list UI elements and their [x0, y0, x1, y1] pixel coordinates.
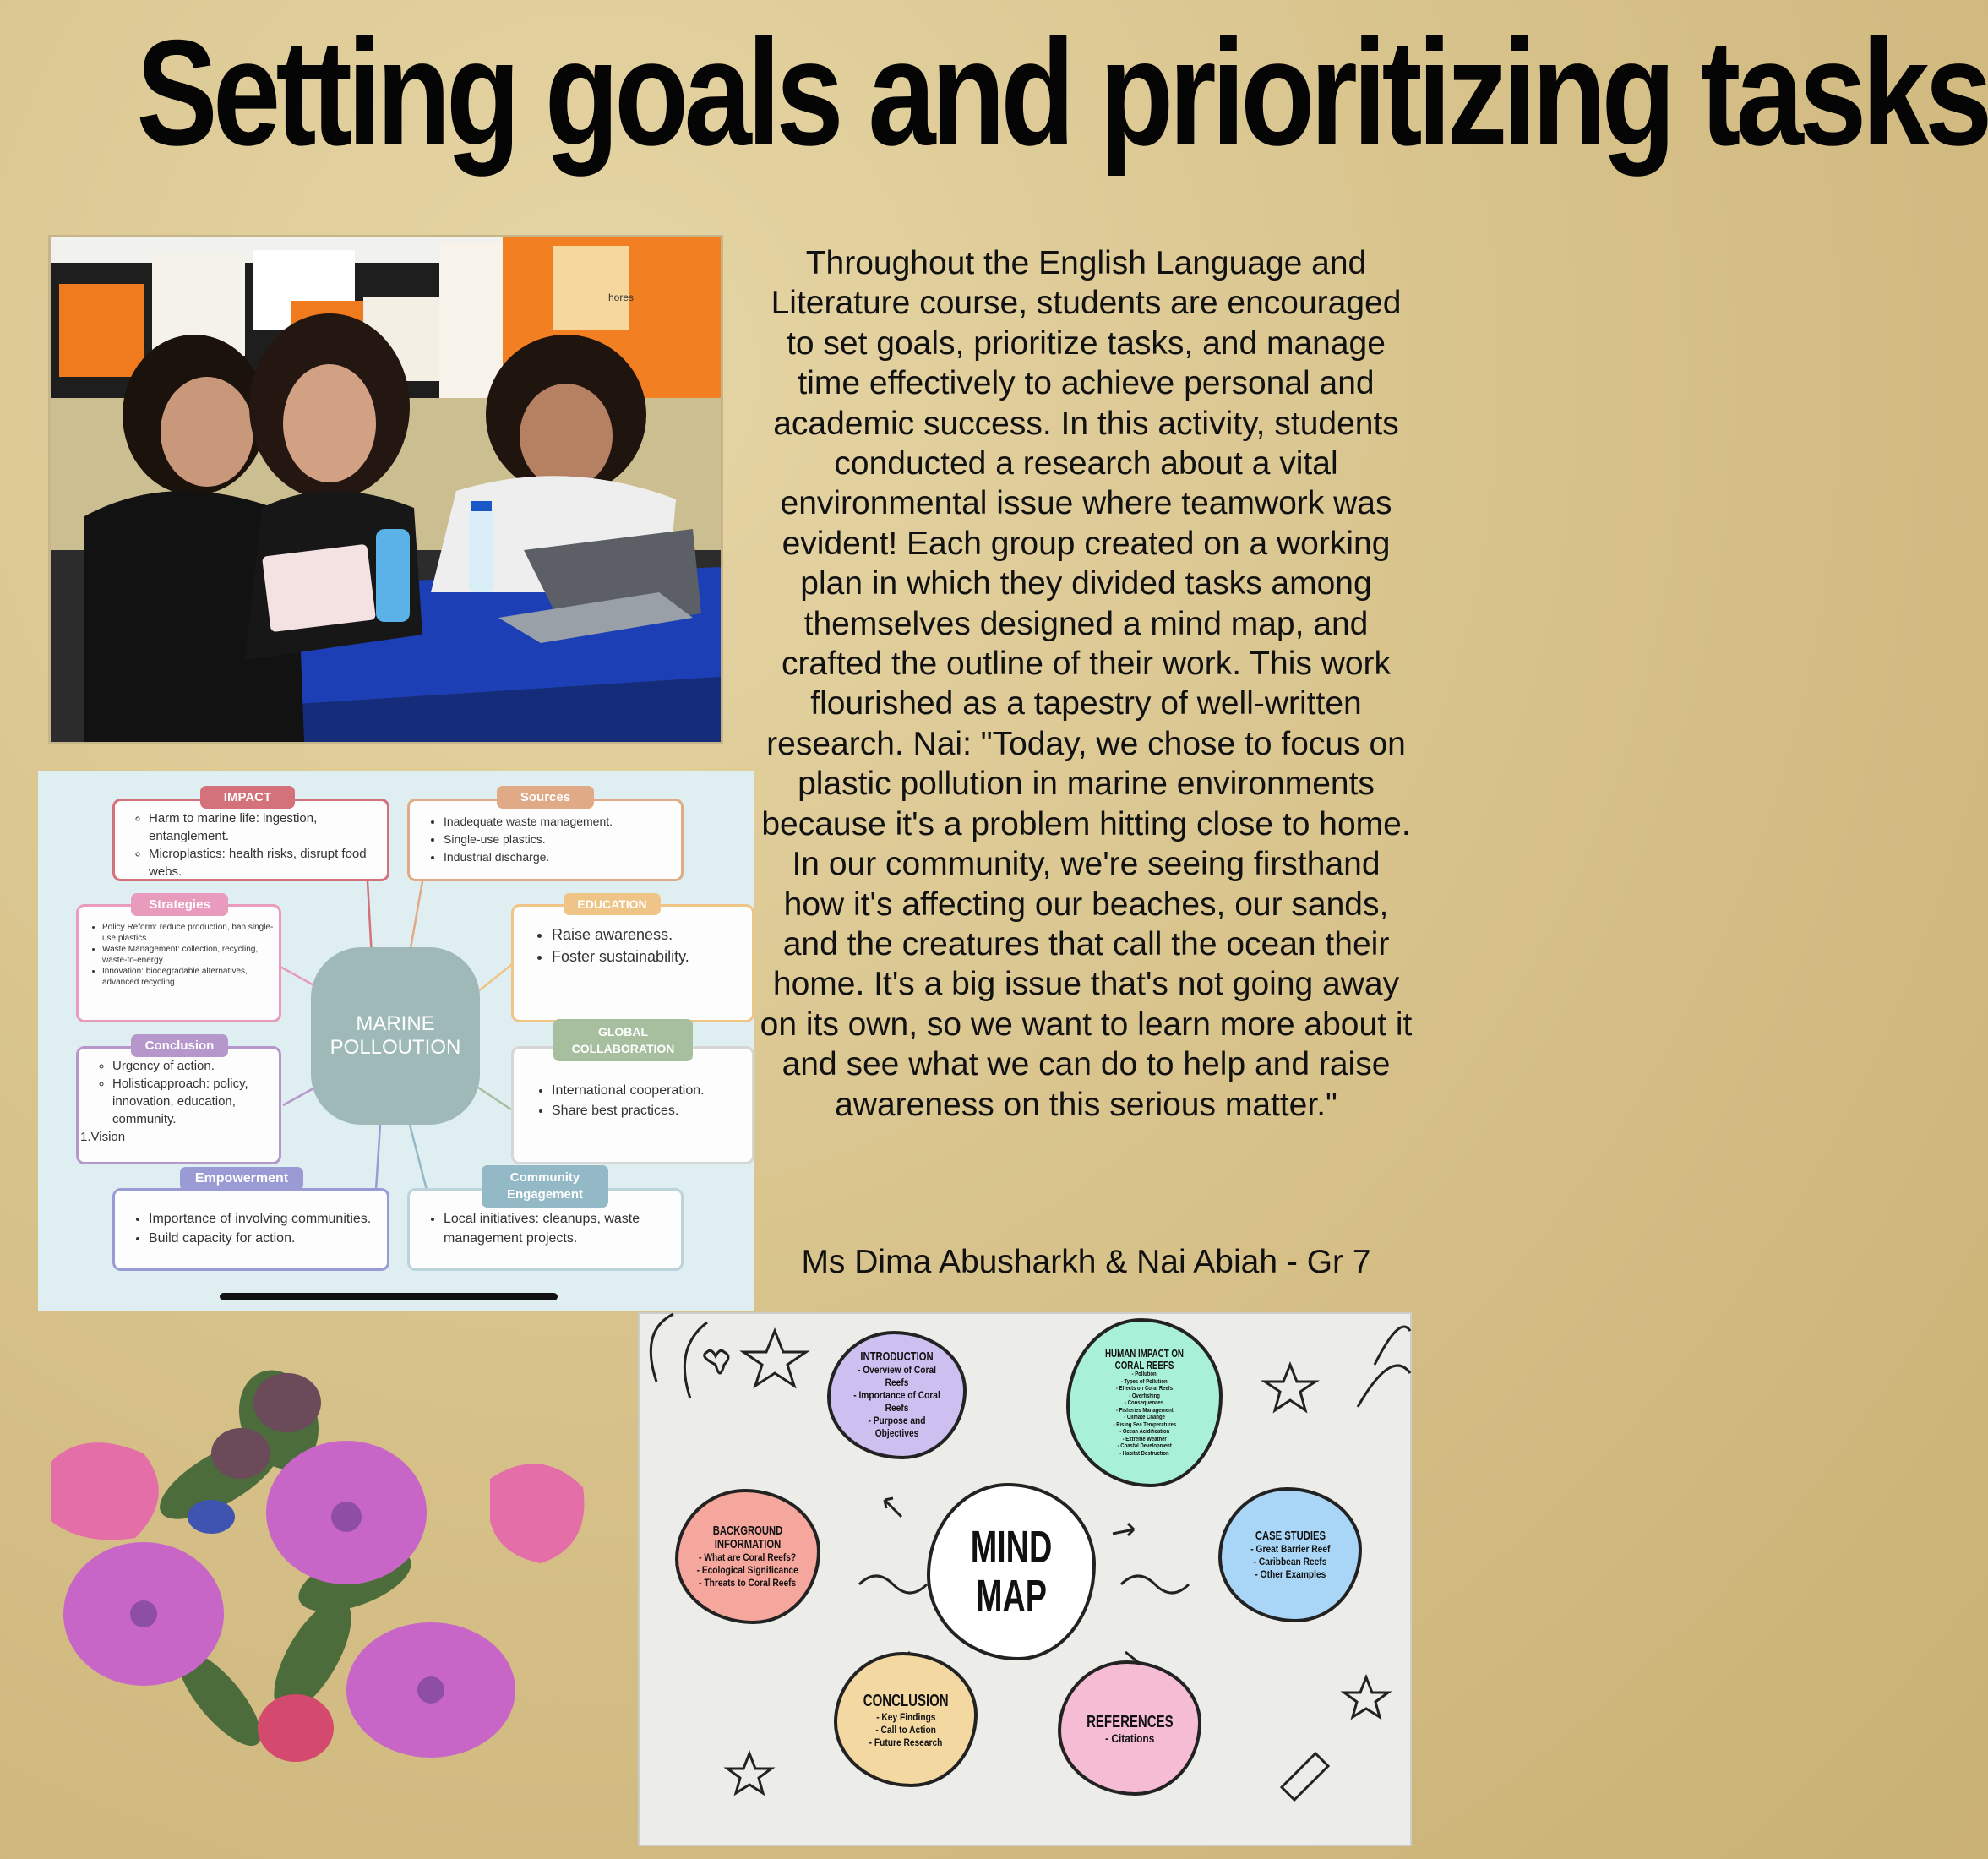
case-studies-title: CASE STUDIES — [1255, 1528, 1326, 1543]
strategies-item: • Innovation: biodegradable alternatives, advanced recycling. — [102, 966, 279, 988]
global-collaboration-tag: GLOBAL COLLABORATION — [553, 1019, 693, 1061]
mind-map-center-line-1: MIND — [970, 1522, 1053, 1573]
education-box — [511, 904, 754, 1022]
human-impact-item: - Fisheries Management — [1115, 1407, 1174, 1414]
coral-reef-mind-map — [638, 1312, 1412, 1846]
sources-tag: Sources — [497, 786, 594, 809]
classroom-photo-illustration — [51, 237, 721, 742]
impact-box — [112, 799, 389, 881]
author-signature: Ms Dima Abusharkh & Nai Abiah - Gr 7 — [801, 1244, 1371, 1280]
marine-pollution-mind-map — [38, 771, 754, 1311]
human-impact-title: HUMAN IMPACT ON CORAL REEFS — [1105, 1347, 1184, 1371]
sources-item: • Single-use plastics. — [444, 831, 681, 848]
case-studies-item: - Other Examples — [1255, 1567, 1326, 1580]
introduction-item: - Purpose and Objectives — [868, 1415, 926, 1439]
references-item: - Citations — [1104, 1731, 1155, 1745]
strategies-box — [76, 904, 281, 1022]
sources-box — [407, 799, 684, 881]
empowerment-tag: Empowerment — [180, 1167, 303, 1191]
references-title: REFERENCES — [1086, 1712, 1174, 1731]
center-node-line-1: MARINE — [356, 1012, 435, 1035]
classroom-photo — [48, 235, 723, 744]
case-studies-item: - Great Barrier Reef — [1250, 1542, 1331, 1555]
strategies-item: • Waste Management: collection, recycling, waste-to-energy. — [102, 944, 279, 966]
human-impact-item: - Effects on Coral Reefs — [1115, 1386, 1174, 1392]
background-cloud — [675, 1489, 820, 1624]
mind-map-center-line-2: MAP — [976, 1571, 1047, 1622]
page-title: Setting goals and prioritizing tasks — [136, 8, 1988, 177]
center-node — [311, 947, 480, 1125]
conclusion-cloud — [834, 1652, 978, 1787]
human-impact-item: - Extreme Weather — [1122, 1436, 1167, 1442]
education-tag: EDUCATION — [564, 893, 661, 915]
home-indicator-bar — [220, 1293, 558, 1300]
conclusion-item: ◦ Holisticapproach: policy, innovation, education, community. — [112, 1075, 279, 1128]
introduction-item: - Importance of Coral Reefs — [853, 1389, 940, 1414]
global-collaboration-item: • International cooperation. — [552, 1081, 752, 1101]
flower-illustration — [34, 1369, 617, 1766]
empowerment-item: • Importance of involving communities. — [149, 1209, 387, 1229]
background-item: - Threats to Coral Reefs — [699, 1576, 797, 1589]
human-impact-item: - Ocean Acidification — [1119, 1429, 1169, 1435]
global-collaboration-box — [511, 1046, 754, 1164]
introduction-title: INTRODUCTION — [860, 1349, 934, 1364]
human-impact-item: - Types of Pollution — [1121, 1378, 1168, 1385]
empowerment-box — [112, 1188, 389, 1271]
human-impact-item: - Rising Sea Temperatures — [1113, 1421, 1176, 1428]
conclusion-item: ◦ Urgency of action. — [112, 1057, 279, 1075]
human-impact-item: - Climate Change — [1124, 1415, 1165, 1420]
background-item: - What are Coral Reefs? — [699, 1551, 797, 1563]
conclusion-item: - Key Findings — [875, 1710, 936, 1723]
strategies-item: • Policy Reform: reduce production, ban single-use plastics. — [102, 922, 279, 944]
sources-item: • Industrial discharge. — [444, 848, 681, 866]
human-impact-item: - Habitat Destruction — [1119, 1450, 1169, 1457]
body-paragraph: Throughout the English Language and Literature course, students are encouraged to set goals, prioritize tasks, and manage time effectively to achieve personal and academic success. In this activity, students conducted a research about a vital environmental issue where teamwork was evident! Each group created on a working plan in which they divided tasks among themselves designed a mind map, and crafted the outline of their work. This work flourished as a tapestry of well-written research. Nai: "Today, we chose to focus on plastic pollution in marine environments because it's a problem hitting close to home. In our community, we're seeing firsthand how it's affecting our beaches, our sands, and the creatures that call the ocean their home. It's a big issue that's not going away on its own, so we want to learn more about it and see what we can do to help and raise awareness on this serious matter." — [760, 245, 1413, 1123]
case-studies-item: - Caribbean Reefs — [1253, 1555, 1327, 1567]
background-title: BACKGROUND INFORMATION — [712, 1523, 783, 1551]
human-impact-item: - Consequences — [1125, 1400, 1164, 1406]
conclusion-title: CONCLUSION — [863, 1691, 949, 1710]
conclusion-item: - Future Research — [869, 1736, 943, 1748]
introduction-cloud — [827, 1331, 967, 1459]
conclusion-vision: 1.Vision — [80, 1130, 126, 1144]
empowerment-item: • Build capacity for action. — [149, 1229, 387, 1248]
mind-map-center — [927, 1483, 1096, 1660]
community-engagement-item: • Local initiatives: cleanups, waste management projects. — [444, 1209, 681, 1248]
references-cloud — [1058, 1660, 1201, 1796]
human-impact-item: - Pollution — [1131, 1371, 1157, 1377]
impact-item: ◦ Microplastics: health risks, disrupt food webs. — [149, 845, 387, 880]
background-item: - Ecological Significance — [696, 1563, 799, 1576]
case-studies-cloud — [1218, 1487, 1362, 1622]
education-item: • Foster sustainability. — [552, 946, 752, 968]
human-impact-item: - Coastal Development — [1117, 1443, 1172, 1449]
impact-tag: IMPACT — [200, 786, 295, 809]
impact-item: ◦ Harm to marine life: ingestion, entanglement. — [149, 810, 387, 845]
strategies-tag: Strategies — [131, 893, 228, 916]
sources-item: • Inadequate waste management. — [444, 813, 681, 831]
center-node-line-2: POLLOUTION — [330, 1036, 461, 1059]
conclusion-tag: Conclusion — [131, 1034, 228, 1057]
education-item: • Raise awareness. — [552, 924, 752, 946]
conclusion-box — [76, 1046, 281, 1164]
global-collaboration-item: • Share best practices. — [552, 1101, 752, 1121]
human-impact-item: - Overfishing — [1129, 1393, 1160, 1399]
introduction-item: - Overview of Coral Reefs — [858, 1364, 936, 1388]
poster-text: hores — [608, 292, 635, 303]
conclusion-item: - Call to Action — [875, 1723, 936, 1736]
community-engagement-tag: Community Engagement — [482, 1165, 608, 1208]
human-impact-cloud — [1066, 1318, 1223, 1487]
